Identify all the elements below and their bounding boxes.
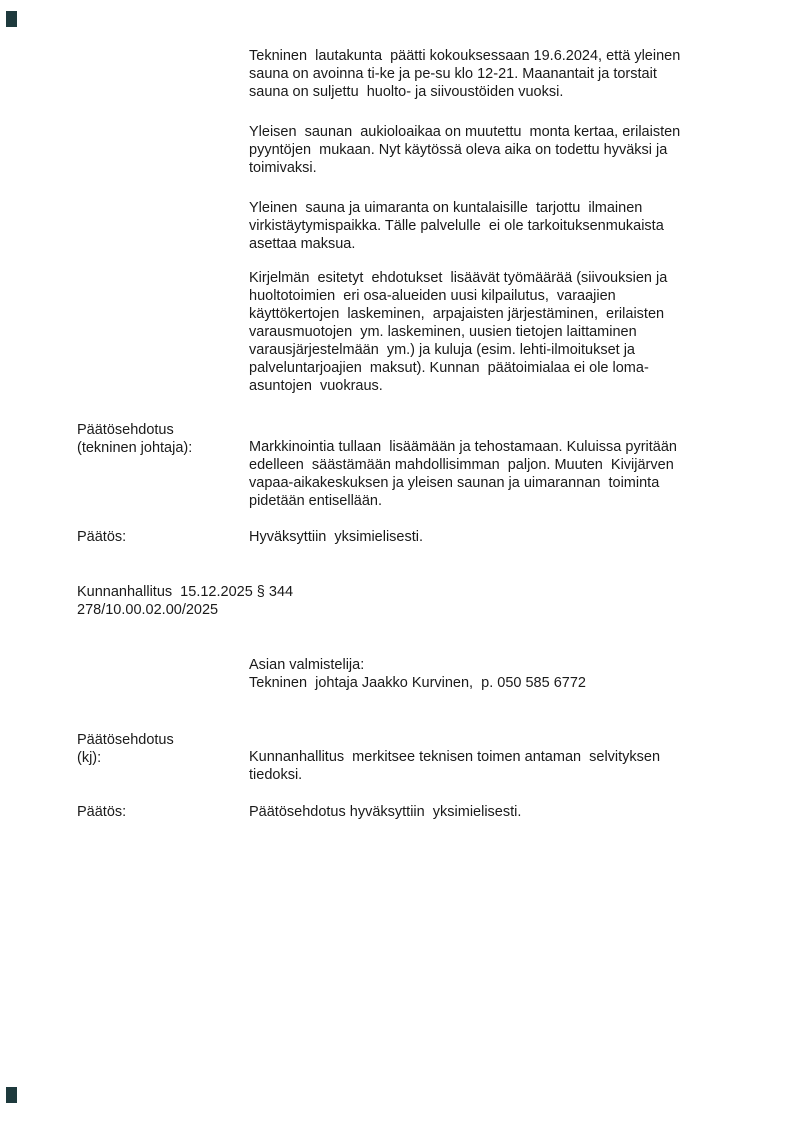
paragraph-line: toimivaksi. [249, 160, 317, 176]
preparer-heading: Asian valmistelija: [249, 657, 365, 673]
paragraph-line: pidetään entisellään. [249, 493, 383, 509]
paragraph-line: huoltotoimien eri osa-alueiden uusi kilpailutus, varaajien [249, 288, 616, 304]
decision-proposal-2-body [249, 748, 749, 784]
decision-2-body: Päätösehdotus hyväksyttiin yksimielisesti. [249, 804, 522, 820]
decision-2-label: Päätös: [77, 804, 127, 820]
paragraph-line: sauna on avoinna ti-ke ja pe-su klo 12-21. Maanantait ja torstait [249, 66, 657, 82]
label-line: (kj): [77, 750, 102, 766]
paragraph-line: käyttökertojen laskeminen, arpajaisten järjestäminen, erilaisten [249, 306, 665, 322]
paragraph-line: asuntojen vuokraus. [249, 378, 383, 394]
preparer-block [249, 656, 749, 692]
paragraph-line: tiedoksi. [249, 767, 303, 783]
paragraph-line: varausjärjestelmään ym.) ja kuluja (esim. lehti-ilmoitukset ja [249, 342, 635, 358]
paragraph-line: Yleisen saunan aukioloaikaa on muutettu monta kertaa, erilaisten [249, 124, 681, 140]
paragraph-line: pyyntöjen mukaan. Nyt käytössä oleva aika on todettu hyväksi ja [249, 142, 668, 158]
paragraph-line: Yleinen sauna ja uimaranta on kuntalaisille tarjottu ilmainen [249, 200, 643, 216]
paragraph-line: vapaa-aikakeskuksen ja yleisen saunan ja uimarannan toiminta [249, 475, 660, 491]
label-line: Päätösehdotus [77, 422, 174, 438]
decision-1-body: Hyväksyttiin yksimielisesti. [249, 529, 424, 545]
paragraph-line: varausmuotojen ym. laskeminen, uusien tietojen laittaminen [249, 324, 637, 340]
paragraph-opening-hours [249, 47, 749, 101]
preparer-contact: Tekninen johtaja Jaakko Kurvinen, p. 050 585 6772 [249, 675, 586, 691]
page-corner-mark-bottom [6, 1087, 17, 1103]
paragraph-schedule-changes [249, 123, 749, 177]
decision-proposal-1-body [249, 438, 749, 510]
board-reference-title: Kunnanhallitus 15.12.2025 § 344 [77, 584, 294, 600]
paragraph-line: asettaa maksua. [249, 236, 356, 252]
page-corner-mark-top [6, 11, 17, 27]
label-line: (tekninen johtaja): [77, 440, 193, 456]
paragraph-line: Kirjelmän esitetyt ehdotukset lisäävät työmäärää (siivouksien ja [249, 270, 668, 286]
decision-proposal-2-label [77, 731, 247, 767]
board-reference-number: 278/10.00.02.00/2025 [77, 602, 219, 618]
paragraph-line: Markkinointia tullaan lisäämään ja tehostamaan. Kuluissa pyritään [249, 439, 677, 455]
paragraph-free-service [249, 199, 749, 253]
decision-proposal-1-label [77, 421, 247, 457]
paragraph-line: palveluntarjoajien maksut). Kunnan päätoimialaa ei ole loma- [249, 360, 649, 376]
decision-1-label: Päätös: [77, 529, 127, 545]
board-reference [77, 583, 477, 619]
paragraph-line: virkistäytymispaikka. Tälle palvelulle ei ole tarkoituksenmukaista [249, 218, 664, 234]
paragraph-workload [249, 269, 749, 395]
paragraph-line: edelleen säästämään mahdollisimman paljon. Muuten Kivijärven [249, 457, 674, 473]
paragraph-line: Tekninen lautakunta päätti kokouksessaan 19.6.2024, että yleinen [249, 48, 681, 64]
paragraph-line: sauna on suljettu huolto- ja siivoustöiden vuoksi. [249, 84, 564, 100]
label-line: Päätösehdotus [77, 732, 174, 748]
paragraph-line: Kunnanhallitus merkitsee teknisen toimen antaman selvityksen [249, 749, 661, 765]
